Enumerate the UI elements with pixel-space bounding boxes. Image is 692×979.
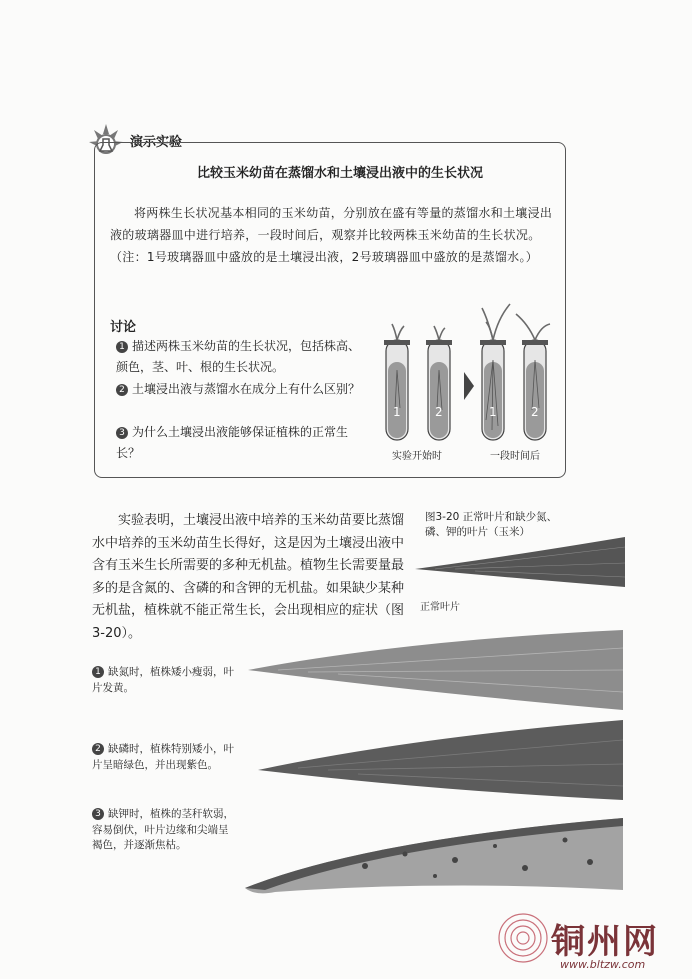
caption-after: 一段时间后 <box>490 451 540 462</box>
question-text: 为什么土壤浸出液能够保证植株的正常生长？ <box>116 425 349 460</box>
potassium-deficient-leaf-image <box>245 818 623 900</box>
question-text: 土壤浸出液与蒸馏水在成分上有什么区别？ <box>132 382 361 396</box>
note-number: 3 <box>92 808 104 820</box>
note-text: 缺磷时，植株特别矮小，叶片呈暗绿色，并出现紫色。 <box>92 743 234 771</box>
watermark-logo-icon <box>495 910 551 966</box>
note-text: 缺氮时，植株矮小瘦弱，叶片发黄。 <box>92 666 234 694</box>
figure-caption: 图3-20 正常叶片和缺少氮、磷、钾的叶片（玉米） <box>425 511 558 538</box>
tube-label: 2 <box>531 405 539 419</box>
phosphorus-deficient-leaf-image <box>258 720 623 800</box>
tube-label: 2 <box>435 405 443 419</box>
caption-start: 实验开始时 <box>392 451 442 462</box>
question-text: 描述两株玉米幼苗的生长状况，包括株高、颜色，茎、叶、根的生长状况。 <box>116 339 361 374</box>
question-number: 1 <box>116 341 128 353</box>
section-label: 演示实验 <box>130 134 183 150</box>
body-paragraph: 实验表明，土壤浸出液中培养的玉米幼苗要比蒸馏水中培养的玉米幼苗生长得好，这是因为土壤浸出液中含有玉米生长所需要的多种无机盐。植物生长需要量最多的是含氮的、含磷的和含钾的无机盐。如果缺少某种无机盐，植株就不能正常生长，会出现相应的症状（图3-20）。 <box>92 513 405 641</box>
leaf-note-nitrogen <box>92 665 242 696</box>
note-number: 2 <box>92 743 104 755</box>
tube-label: 1 <box>393 405 401 419</box>
test-tube-illustration <box>378 300 558 446</box>
note-text: 缺钾时，植株的茎秆软弱，容易倒伏，叶片边缘和尖端呈褐色，并逐渐焦枯。 <box>92 808 234 851</box>
experiment-title: 比较玉米幼苗在蒸馏水和土壤浸出液中的生长状况 <box>196 166 483 181</box>
discussion-question <box>116 422 371 464</box>
normal-leaf-label: 正常叶片 <box>420 602 460 613</box>
question-number: 2 <box>116 384 128 396</box>
leaf-note-phosphorus <box>92 742 234 773</box>
normal-leaf-image <box>415 535 625 590</box>
question-number: 3 <box>116 427 128 439</box>
nitrogen-deficient-leaf-image <box>248 630 623 710</box>
watermark-name: 铜州网 <box>551 921 659 962</box>
discussion-question <box>116 336 371 378</box>
discussion-label: 讨论 <box>110 320 137 335</box>
discussion-question <box>116 379 371 400</box>
leaf-note-potassium <box>92 807 234 854</box>
watermark-url: www.bltzw.com <box>560 958 646 971</box>
tube-label: 1 <box>489 405 497 419</box>
note-number: 1 <box>92 666 104 678</box>
experiment-paragraph: 将两株生长状况基本相同的玉米幼苗，分别放在盛有等量的蒸馏水和土壤浸出液的玻璃器皿中进行培养，一段时间后，观察并比较两株玉米幼苗的生长状况。（注：1号玻璃器皿中盛放的是土壤浸出液，2号玻璃器皿中盛放的是蒸馏水。） <box>110 206 553 264</box>
